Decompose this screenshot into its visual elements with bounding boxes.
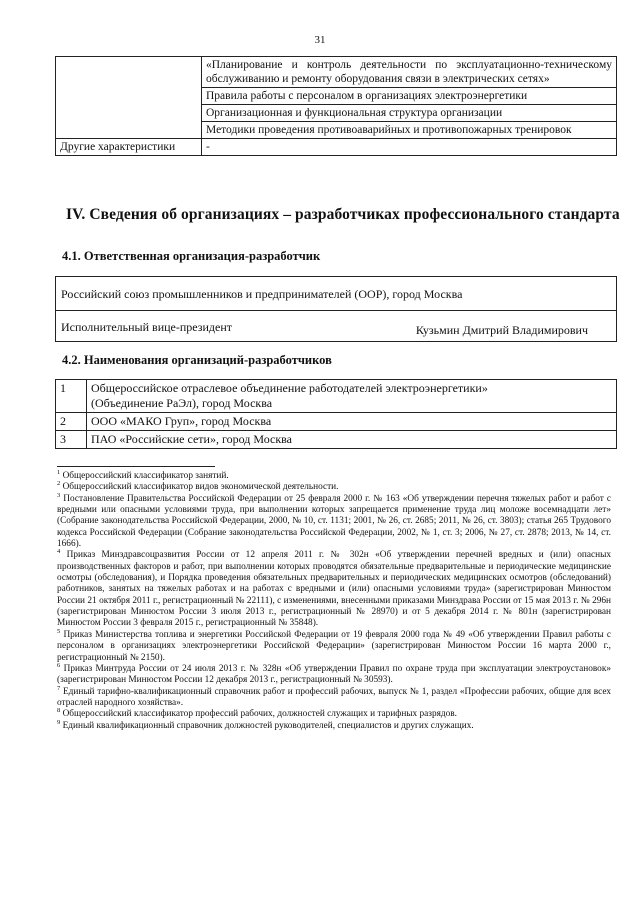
org-name: ПАО «Российские сети», город Москва xyxy=(87,431,617,449)
footnote xyxy=(57,468,611,482)
table-row xyxy=(56,139,617,156)
footnote-mark: 3 xyxy=(57,491,61,499)
footnote-mark: 7 xyxy=(57,684,61,692)
footnote-text: Общероссийский классификатор видов экономической деятельности. xyxy=(62,482,339,493)
footnote-mark: 8 xyxy=(57,707,61,715)
footnote-mark: 2 xyxy=(57,480,61,488)
footnote xyxy=(57,661,611,687)
table-row xyxy=(56,413,617,431)
table-cell: Правила работы с персоналом в организациях электроэнергетики xyxy=(202,88,617,105)
footnote xyxy=(57,491,611,551)
table-row xyxy=(56,57,617,88)
divider xyxy=(56,310,616,311)
row-number: 3 xyxy=(56,431,87,449)
footnote xyxy=(57,627,611,664)
footnote-text: Приказ Минтруда России от 24 июля 2013 г. № 328н «Об утверждении Правил по охране труда при эксплуатации электроустановок» (зарегистрирован Минюстом России 12 декабря 2013 г., регистрационный № 30593). xyxy=(57,663,611,686)
footnote xyxy=(57,709,611,720)
footnote xyxy=(57,718,611,732)
footnote-mark: 6 xyxy=(57,661,61,669)
table-row xyxy=(56,431,617,449)
footnote-mark: 5 xyxy=(57,627,61,635)
footnote-text: Общероссийский классификатор занятий. xyxy=(62,471,229,481)
footnotes xyxy=(57,468,611,732)
footnote-text: Единый тарифно-квалификационный справочник работ и профессий рабочих, выпуск № 1, раздел «Профессии рабочих, общие для всех отраслей народного хозяйства». xyxy=(57,686,611,708)
row-number: 2 xyxy=(56,413,87,431)
table-cell: Методики проведения противоаварийных и противопожарных тренировок xyxy=(202,122,617,139)
footnote-text: Единый квалификационный справочник должностей руководителей, специалистов и других служащих. xyxy=(62,720,474,731)
empty-cell xyxy=(56,57,202,139)
footnote xyxy=(57,550,611,629)
footnote xyxy=(57,684,611,710)
page-number: 31 xyxy=(314,34,326,46)
responsible-heading: 4.1. Ответственная организация-разработчик xyxy=(62,249,321,263)
table-row xyxy=(56,380,617,413)
org-name: Общероссийское отраслевое объединение работодателей электроэнергетики» (Объединение РаЭл), город Москва xyxy=(87,380,617,413)
footnote-mark: 9 xyxy=(57,718,61,726)
footnote-text: Постановление Правительства Российской Федерации от 25 февраля 2000 г. № 163 «Об утверждении перечня тяжелых работ и работ с вредными или опасными условиями труда, при выполнении которых запрещается применение труда лиц моложе восемнадцати лет» (Собрание законодательства Российской Федерации, 2000, № 10, ст. 1131; 2001, № 26, ст. 2685; 2011, № 26, ст. 3803); статья 265 Трудового кодекса Российской Федерации (Собрание законодательства Российской Федерации, 2002, № 1, ст. 3; 2006, № 27, ст. 2878; 2013, № 14, ст. 1666). xyxy=(57,493,611,550)
developers-table xyxy=(55,379,617,449)
footnote-text: Приказ Минздравсоцразвития России от 12 апреля 2011 г. № 302н «Об утверждении перечней вредных и (или) опасных производственных факторов и работ, при выполнении которых проводятся обязательные предварительные и периодические медицинские осмотры (обследования), и Порядка проведения обязательных предварительных и периодических медицинских осмотров (обследований) работников, занятых на тяжелых работах и на работах с вредными и (или) опасными условиями труда» (зарегистрирован Минюстом России 21 октября 2011 г., регистрационный № 22111), с изменениями, внесенными приказами Минздрава России от 15 мая 2013 г. № 296н (зарегистрирован Минюстом России 3 июля 2013 г., регистрационный № 28970) и от 5 декабря 2014 г. № 801н (зарегистрирован Минюстом России 3 февраля 2015 г., регистрационный № 35848). xyxy=(57,550,611,629)
footnote-text: Общероссийский классификатор профессий рабочих, должностей служащих и тарифных разрядов. xyxy=(62,709,457,720)
section-title: IV. Сведения об организациях – разработчиках профессионального стандарта xyxy=(66,206,620,223)
developers-heading: 4.2. Наименования организаций-разработчиков xyxy=(62,353,332,367)
responsible-position: Исполнительный вице-президент xyxy=(61,320,233,334)
responsible-org-box xyxy=(55,276,617,342)
footnote xyxy=(57,482,611,493)
other-characteristics-label: Другие характеристики xyxy=(56,139,202,156)
table-cell: Организационная и функциональная структура организации xyxy=(202,105,617,122)
footnote-separator xyxy=(57,466,215,467)
responsible-org-name: Российский союз промышленников и предпринимателей (ООР), город Москва xyxy=(61,287,463,301)
other-characteristics-value: - xyxy=(202,139,617,156)
row-number: 1 xyxy=(56,380,87,413)
footnote-mark: 4 xyxy=(57,548,61,556)
org-name: ООО «МАКО Груп», город Москва xyxy=(87,413,617,431)
requirements-table xyxy=(55,56,617,156)
footnote-mark: 1 xyxy=(57,468,61,476)
footnote-text: Приказ Министерства топлива и энергетики Российской Федерации от 19 февраля 2000 года № 49 «Об утверждении Правил работы с персоналом в организациях электроэнергетики Российской Федерации» (зарегистрирован Минюстом России 16 марта 2000 г., регистрационный № 2150). xyxy=(57,629,611,663)
responsible-person: Кузьмин Дмитрий Владимирович xyxy=(415,323,588,337)
table-cell: «Планирование и контроль деятельности по эксплуатационно-техническому обслуживанию и ремонту оборудования связи в электрических сетях» xyxy=(202,57,617,88)
